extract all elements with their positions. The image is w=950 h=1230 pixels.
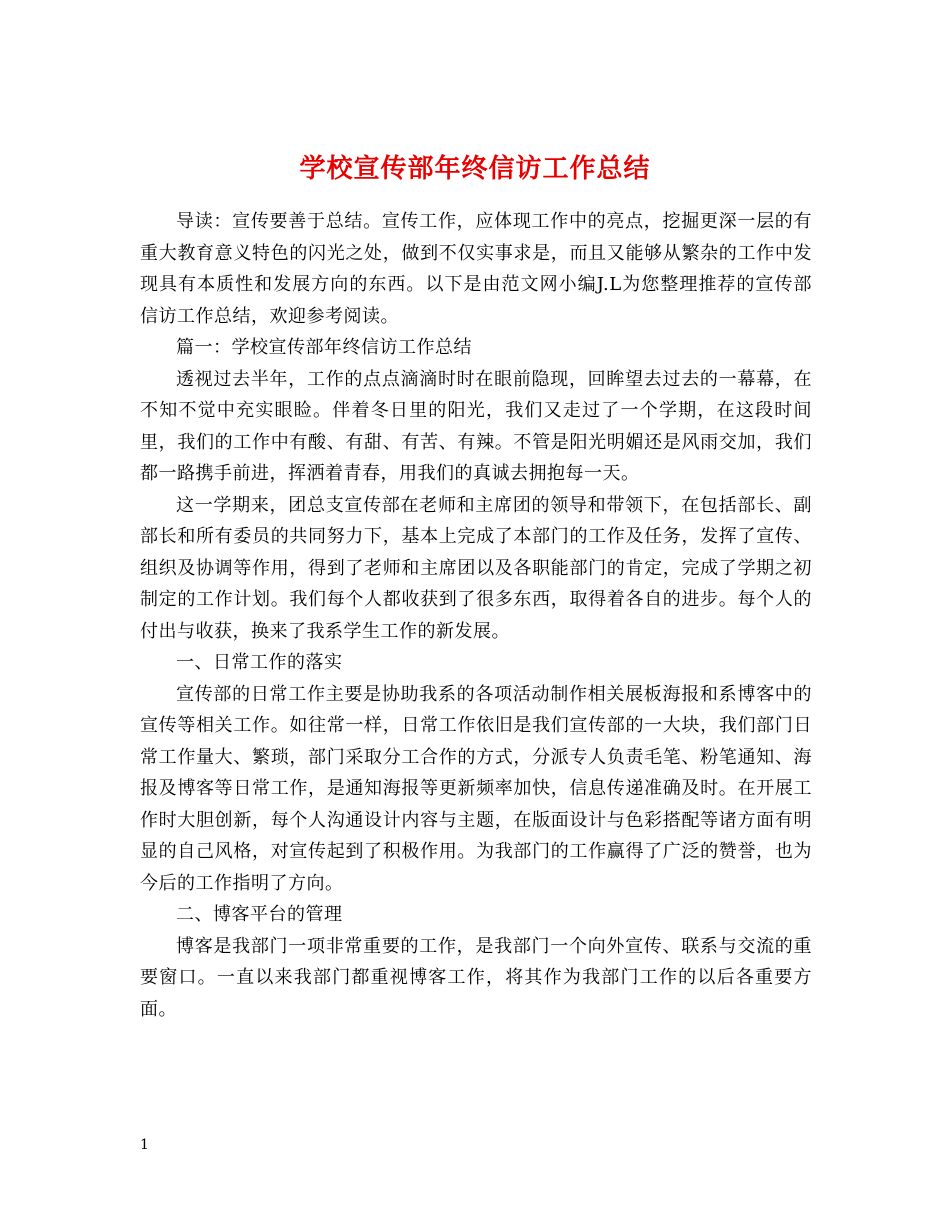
page-number: 1 — [140, 1137, 149, 1153]
paragraph-review: 透视过去半年，工作的点点滴滴时时在眼前隐现，回眸望去过去的一幕幕，在不知不觉中充实眼睑。伴着冬日里的阳光，我们又走过了一个学期，在这段时间里，我们的工作中有酸、有甜、有苦、有辣。不管是阳光明媚还是风雨交加，我们都一路携手前进，挥洒着青春，用我们的真诚去拥抱每一天。 — [140, 368, 812, 484]
paragraph-daily-work: 宣传部的日常工作主要是协助我系的各项活动制作相关展板海报和系博客中的宣传等相关工作。如往常一样，日常工作依旧是我们宣传部的一大块，我们部门日常工作量大、繁琐，部门采取分工合作的方式，分派专人负责毛笔、粉笔通知、海报及博客等日常工作，是通知海报等更新频率加快，信息传递准确及时。在开展工作时大胆创新，每个人沟通设计内容与主题，在版面设计与色彩搭配等诸方面有明显的自己风格，对宣传起到了积极作用。为我部门的工作赢得了广泛的赞誉，也为今后的工作指明了方向。 — [140, 683, 812, 894]
paragraph-blog: 博客是我部门一项非常重要的工作，是我部门一个向外宣传、联系与交流的重要窗口。一直以来我部门都重视博客工作，将其作为我部门工作的以后各重要方面。 — [140, 935, 812, 1020]
paragraph-semester: 这一学期来，团总支宣传部在老师和主席团的领导和带领下，在包括部长、副部长和所有委员的共同努力下，基本上完成了本部门的工作及任务，发挥了宣传、组织及协调等作用，得到了老师和主席团以及各职能部门的肯定，完成了学期之初制定的工作计划。我们每个人都收获到了很多东西，取得着各自的进步。每个人的付出与收获，换来了我系学生工作的新发展。 — [140, 494, 812, 642]
paragraph-intro: 导读：宣传要善于总结。宣传工作，应体现工作中的亮点，挖掘更深一层的有重大教育意义特色的闪光之处，做到不仅实事求是，而且又能够从繁杂的工作中发现具有本质性和发展方向的东西。以下是由范文网小编J.L为您整理推荐的宣传部信访工作总结，欢迎参考阅读。 — [140, 211, 812, 327]
document-body — [140, 206, 812, 1025]
paragraph-section-heading: 篇一：学校宣传部年终信访工作总结 — [176, 337, 472, 358]
document-title: 学校宣传部年终信访工作总结 — [299, 154, 651, 185]
paragraph-heading-daily-work: 一、日常工作的落实 — [176, 652, 343, 673]
paragraph-heading-blog: 二、博客平台的管理 — [176, 904, 343, 925]
